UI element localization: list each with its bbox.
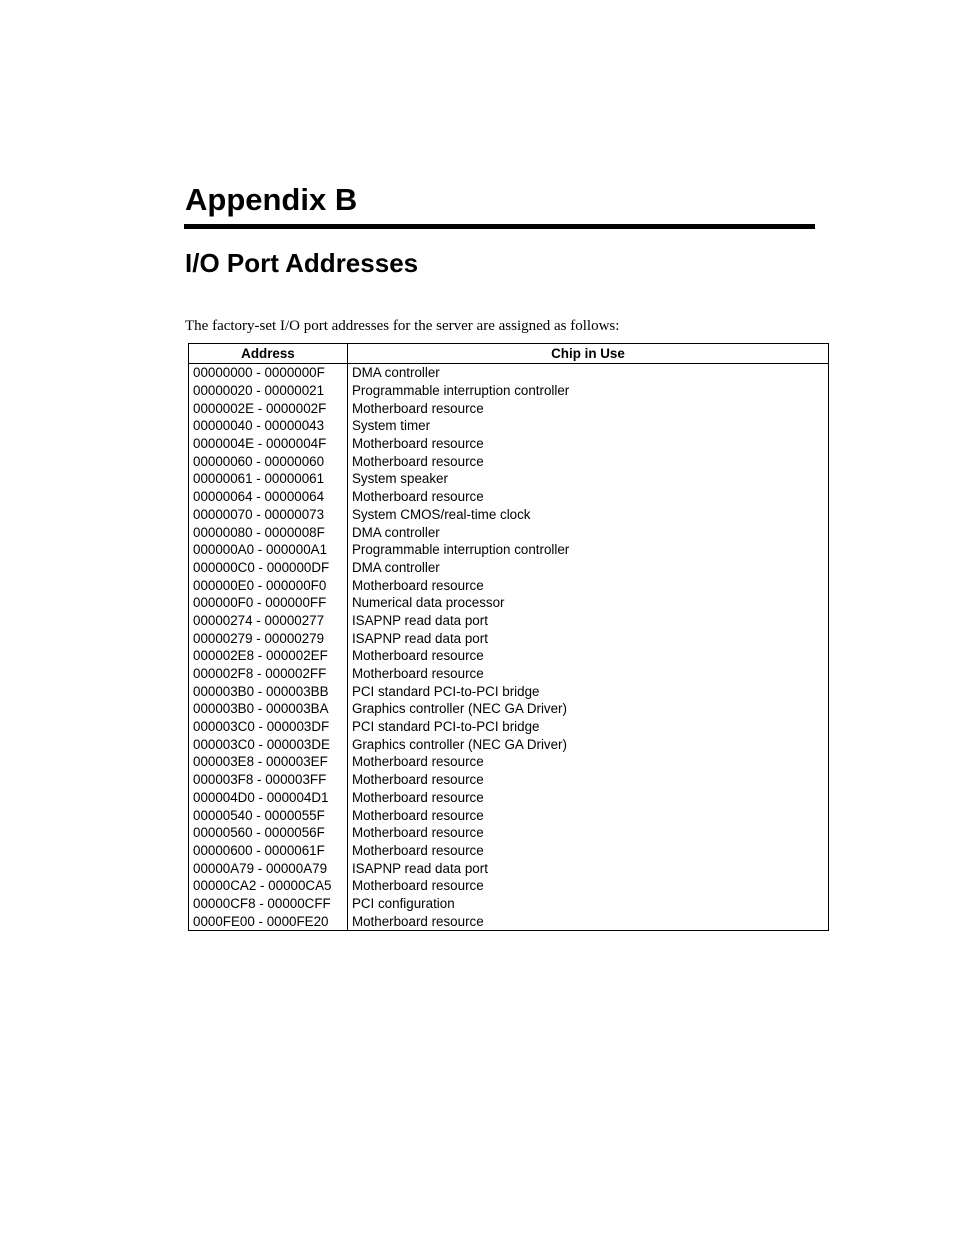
table-row xyxy=(189,435,829,453)
section-title: I/O Port Addresses xyxy=(185,248,419,278)
chip-cell: Motherboard resource xyxy=(347,452,828,470)
table-row xyxy=(189,506,829,524)
table-row xyxy=(189,859,829,877)
chip-cell: Programmable interruption controller xyxy=(347,382,828,400)
chip-cell: ISAPNP read data port xyxy=(347,629,828,647)
address-cell: 00000560 - 0000056F xyxy=(189,824,348,842)
address-cell: 00000CA2 - 00000CA5 xyxy=(189,877,348,895)
address-cell: 000003E8 - 000003EF xyxy=(189,753,348,771)
address-cell: 000002E8 - 000002EF xyxy=(189,647,348,665)
chip-cell: System speaker xyxy=(347,470,828,488)
table-row xyxy=(189,488,829,506)
address-cell: 000000A0 - 000000A1 xyxy=(189,541,348,559)
table-row xyxy=(189,806,829,824)
chip-cell: Motherboard resource xyxy=(347,399,828,417)
table-row xyxy=(189,842,829,860)
address-cell: 000000C0 - 000000DF xyxy=(189,559,348,577)
address-cell: 00000000 - 0000000F xyxy=(189,364,348,382)
chip-cell: Motherboard resource xyxy=(347,806,828,824)
chip-cell: Motherboard resource xyxy=(347,789,828,807)
table-row xyxy=(189,789,829,807)
address-cell: 0000002E - 0000002F xyxy=(189,399,348,417)
io-port-table xyxy=(188,343,829,931)
chip-cell: System timer xyxy=(347,417,828,435)
table-row xyxy=(189,399,829,417)
table-row xyxy=(189,612,829,630)
address-column-header: Address xyxy=(189,344,348,364)
table-header-row xyxy=(189,344,829,364)
table-row xyxy=(189,470,829,488)
table-row xyxy=(189,559,829,577)
address-cell: 00000064 - 00000064 xyxy=(189,488,348,506)
address-cell: 000003C0 - 000003DE xyxy=(189,735,348,753)
table-row xyxy=(189,594,829,612)
table-row xyxy=(189,824,829,842)
address-cell: 00000600 - 0000061F xyxy=(189,842,348,860)
address-cell: 000003F8 - 000003FF xyxy=(189,771,348,789)
address-cell: 0000FE00 - 0000FE20 xyxy=(189,912,348,930)
chip-cell: PCI configuration xyxy=(347,895,828,913)
chip-cell: Numerical data processor xyxy=(347,594,828,612)
table-row xyxy=(189,877,829,895)
address-cell: 000004D0 - 000004D1 xyxy=(189,789,348,807)
table-row xyxy=(189,895,829,913)
chip-cell: Motherboard resource xyxy=(347,488,828,506)
table-row xyxy=(189,629,829,647)
chip-cell: Motherboard resource xyxy=(347,842,828,860)
table-row xyxy=(189,364,829,382)
chip-cell: System CMOS/real-time clock xyxy=(347,506,828,524)
chip-cell: Motherboard resource xyxy=(347,435,828,453)
table-row xyxy=(189,771,829,789)
address-cell: 00000020 - 00000021 xyxy=(189,382,348,400)
address-cell: 000002F8 - 000002FF xyxy=(189,665,348,683)
chip-cell: PCI standard PCI-to-PCI bridge xyxy=(347,718,828,736)
table-row xyxy=(189,647,829,665)
table-row xyxy=(189,541,829,559)
chip-cell: Motherboard resource xyxy=(347,665,828,683)
address-cell: 00000CF8 - 00000CFF xyxy=(189,895,348,913)
address-cell: 00000A79 - 00000A79 xyxy=(189,859,348,877)
chip-cell: Motherboard resource xyxy=(347,753,828,771)
chip-cell: DMA controller xyxy=(347,559,828,577)
chapter-title: Appendix B xyxy=(185,182,358,217)
table-row xyxy=(189,576,829,594)
table-row xyxy=(189,912,829,930)
address-cell: 00000040 - 00000043 xyxy=(189,417,348,435)
chip-cell: Motherboard resource xyxy=(347,771,828,789)
address-cell: 00000279 - 00000279 xyxy=(189,629,348,647)
chip-cell: Programmable interruption controller xyxy=(347,541,828,559)
chip-cell: Motherboard resource xyxy=(347,824,828,842)
chip-cell: Motherboard resource xyxy=(347,912,828,930)
address-cell: 000000F0 - 000000FF xyxy=(189,594,348,612)
address-cell: 00000274 - 00000277 xyxy=(189,612,348,630)
address-cell: 00000540 - 0000055F xyxy=(189,806,348,824)
chip-cell: DMA controller xyxy=(347,364,828,382)
chip-cell: ISAPNP read data port xyxy=(347,859,828,877)
chip-cell: Motherboard resource xyxy=(347,647,828,665)
chip-cell: Graphics controller (NEC GA Driver) xyxy=(347,735,828,753)
table-row xyxy=(189,700,829,718)
table-body xyxy=(189,364,829,931)
chip-cell: Motherboard resource xyxy=(347,576,828,594)
chip-cell: Graphics controller (NEC GA Driver) xyxy=(347,700,828,718)
chip-cell: DMA controller xyxy=(347,523,828,541)
address-cell: 0000004E - 0000004F xyxy=(189,435,348,453)
intro-paragraph: The factory-set I/O port addresses for the server are assigned as follows: xyxy=(185,318,620,334)
address-cell: 000000E0 - 000000F0 xyxy=(189,576,348,594)
table-row xyxy=(189,682,829,700)
chip-cell: ISAPNP read data port xyxy=(347,612,828,630)
table-row xyxy=(189,523,829,541)
table-row xyxy=(189,382,829,400)
title-rule xyxy=(184,224,815,229)
address-cell: 00000061 - 00000061 xyxy=(189,470,348,488)
chip-column-header: Chip in Use xyxy=(347,344,828,364)
address-cell: 000003B0 - 000003BA xyxy=(189,700,348,718)
table-row xyxy=(189,417,829,435)
address-cell: 00000070 - 00000073 xyxy=(189,506,348,524)
chip-cell: Motherboard resource xyxy=(347,877,828,895)
table-row xyxy=(189,735,829,753)
table-row xyxy=(189,753,829,771)
address-cell: 000003B0 - 000003BB xyxy=(189,682,348,700)
address-cell: 000003C0 - 000003DF xyxy=(189,718,348,736)
address-cell: 00000080 - 0000008F xyxy=(189,523,348,541)
table-row xyxy=(189,665,829,683)
table-row xyxy=(189,718,829,736)
chip-cell: PCI standard PCI-to-PCI bridge xyxy=(347,682,828,700)
address-cell: 00000060 - 00000060 xyxy=(189,452,348,470)
table-row xyxy=(189,452,829,470)
